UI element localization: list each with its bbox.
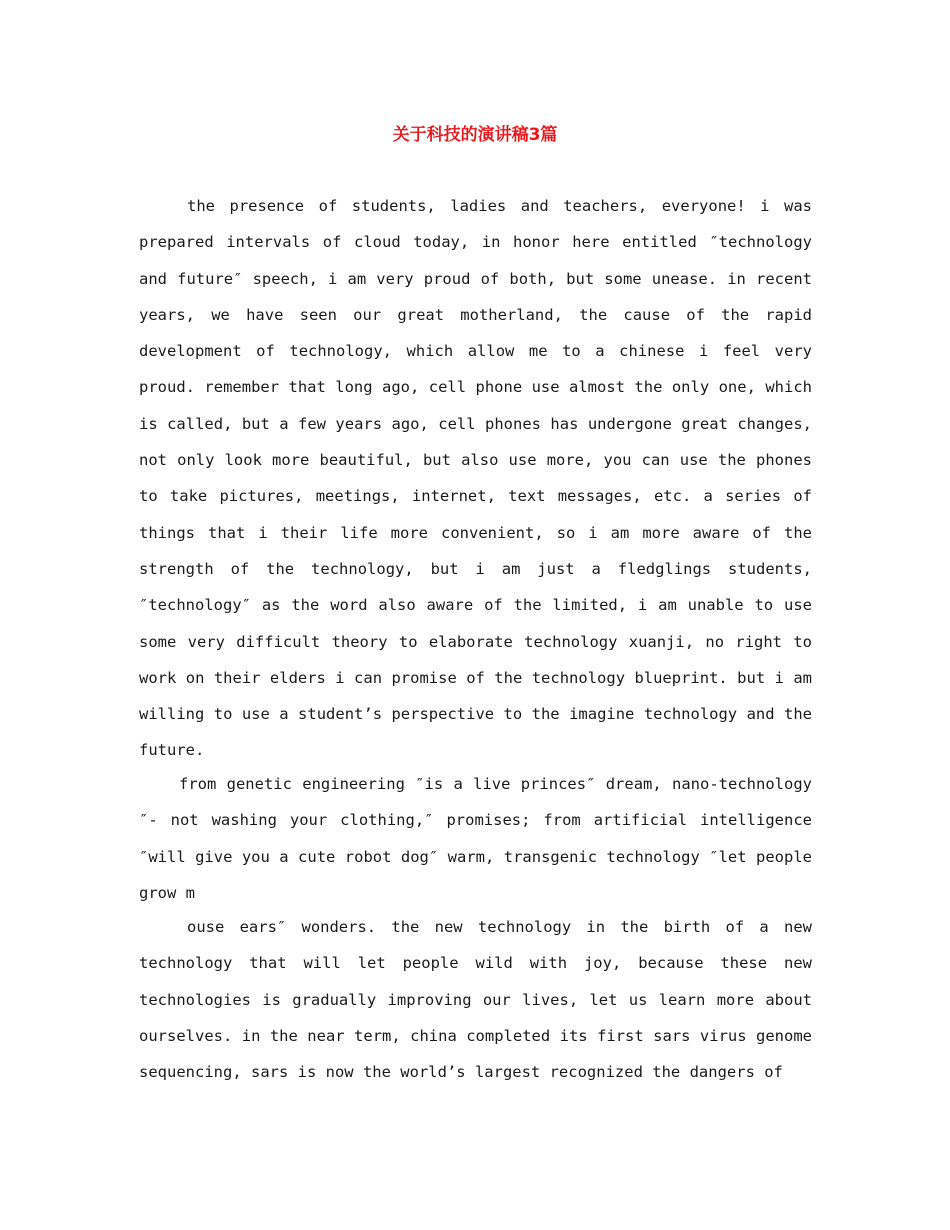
paragraph-1: the presence of students, ladies and teachers, everyone! i was prepared intervals of cloud today, in honor here entitled ″technology and future″ speech, i am very proud of both, but some unease. in recent years, we have seen our great motherland, the cause of the rapid development of technology, which allow me to a chinese i feel very proud. remember that long ago, cell phone use almost the only one, which is called, but a few years ago, cell phones has undergone great changes, not only look more beautiful, but also use more, you can use the phones to take pictures, meetings, internet, text messages, etc. a series of things that i their life more convenient, so i am more aware of the strength of the technology, but i am just a fledglings students, ″technology″ as the word also aware of the limited, i am unable to use some very difficult theory to elaborate technology xuanji, no right to work on their elders i can promise of the technology blueprint. but i am willing to use a student’s perspective to the imagine technology and the future. (139, 197, 812, 760)
document-title: 关于科技的演讲稿3篇 (392, 125, 558, 145)
paragraph-2: from genetic engineering ″is a live princes″ dream, nano-technology ″- not washing your clothing,″ promises; from artificial intelligence ″will give you a cute robot dog″ warm, transgenic technology ″let people grow m (139, 775, 812, 902)
paragraph-3: ouse ears″ wonders. the new technology in the birth of a new technology that will let people wild with joy, because these new technologies is gradually improving our lives, let us learn more about ourselves. in the near term, china completed its first sars virus genome sequencing, sars is now the world’s largest recognized the dangers of (139, 918, 812, 1082)
paragraph-1-container (139, 188, 812, 769)
paragraph-3-container (139, 909, 812, 1090)
paragraph-2-container (139, 766, 812, 911)
